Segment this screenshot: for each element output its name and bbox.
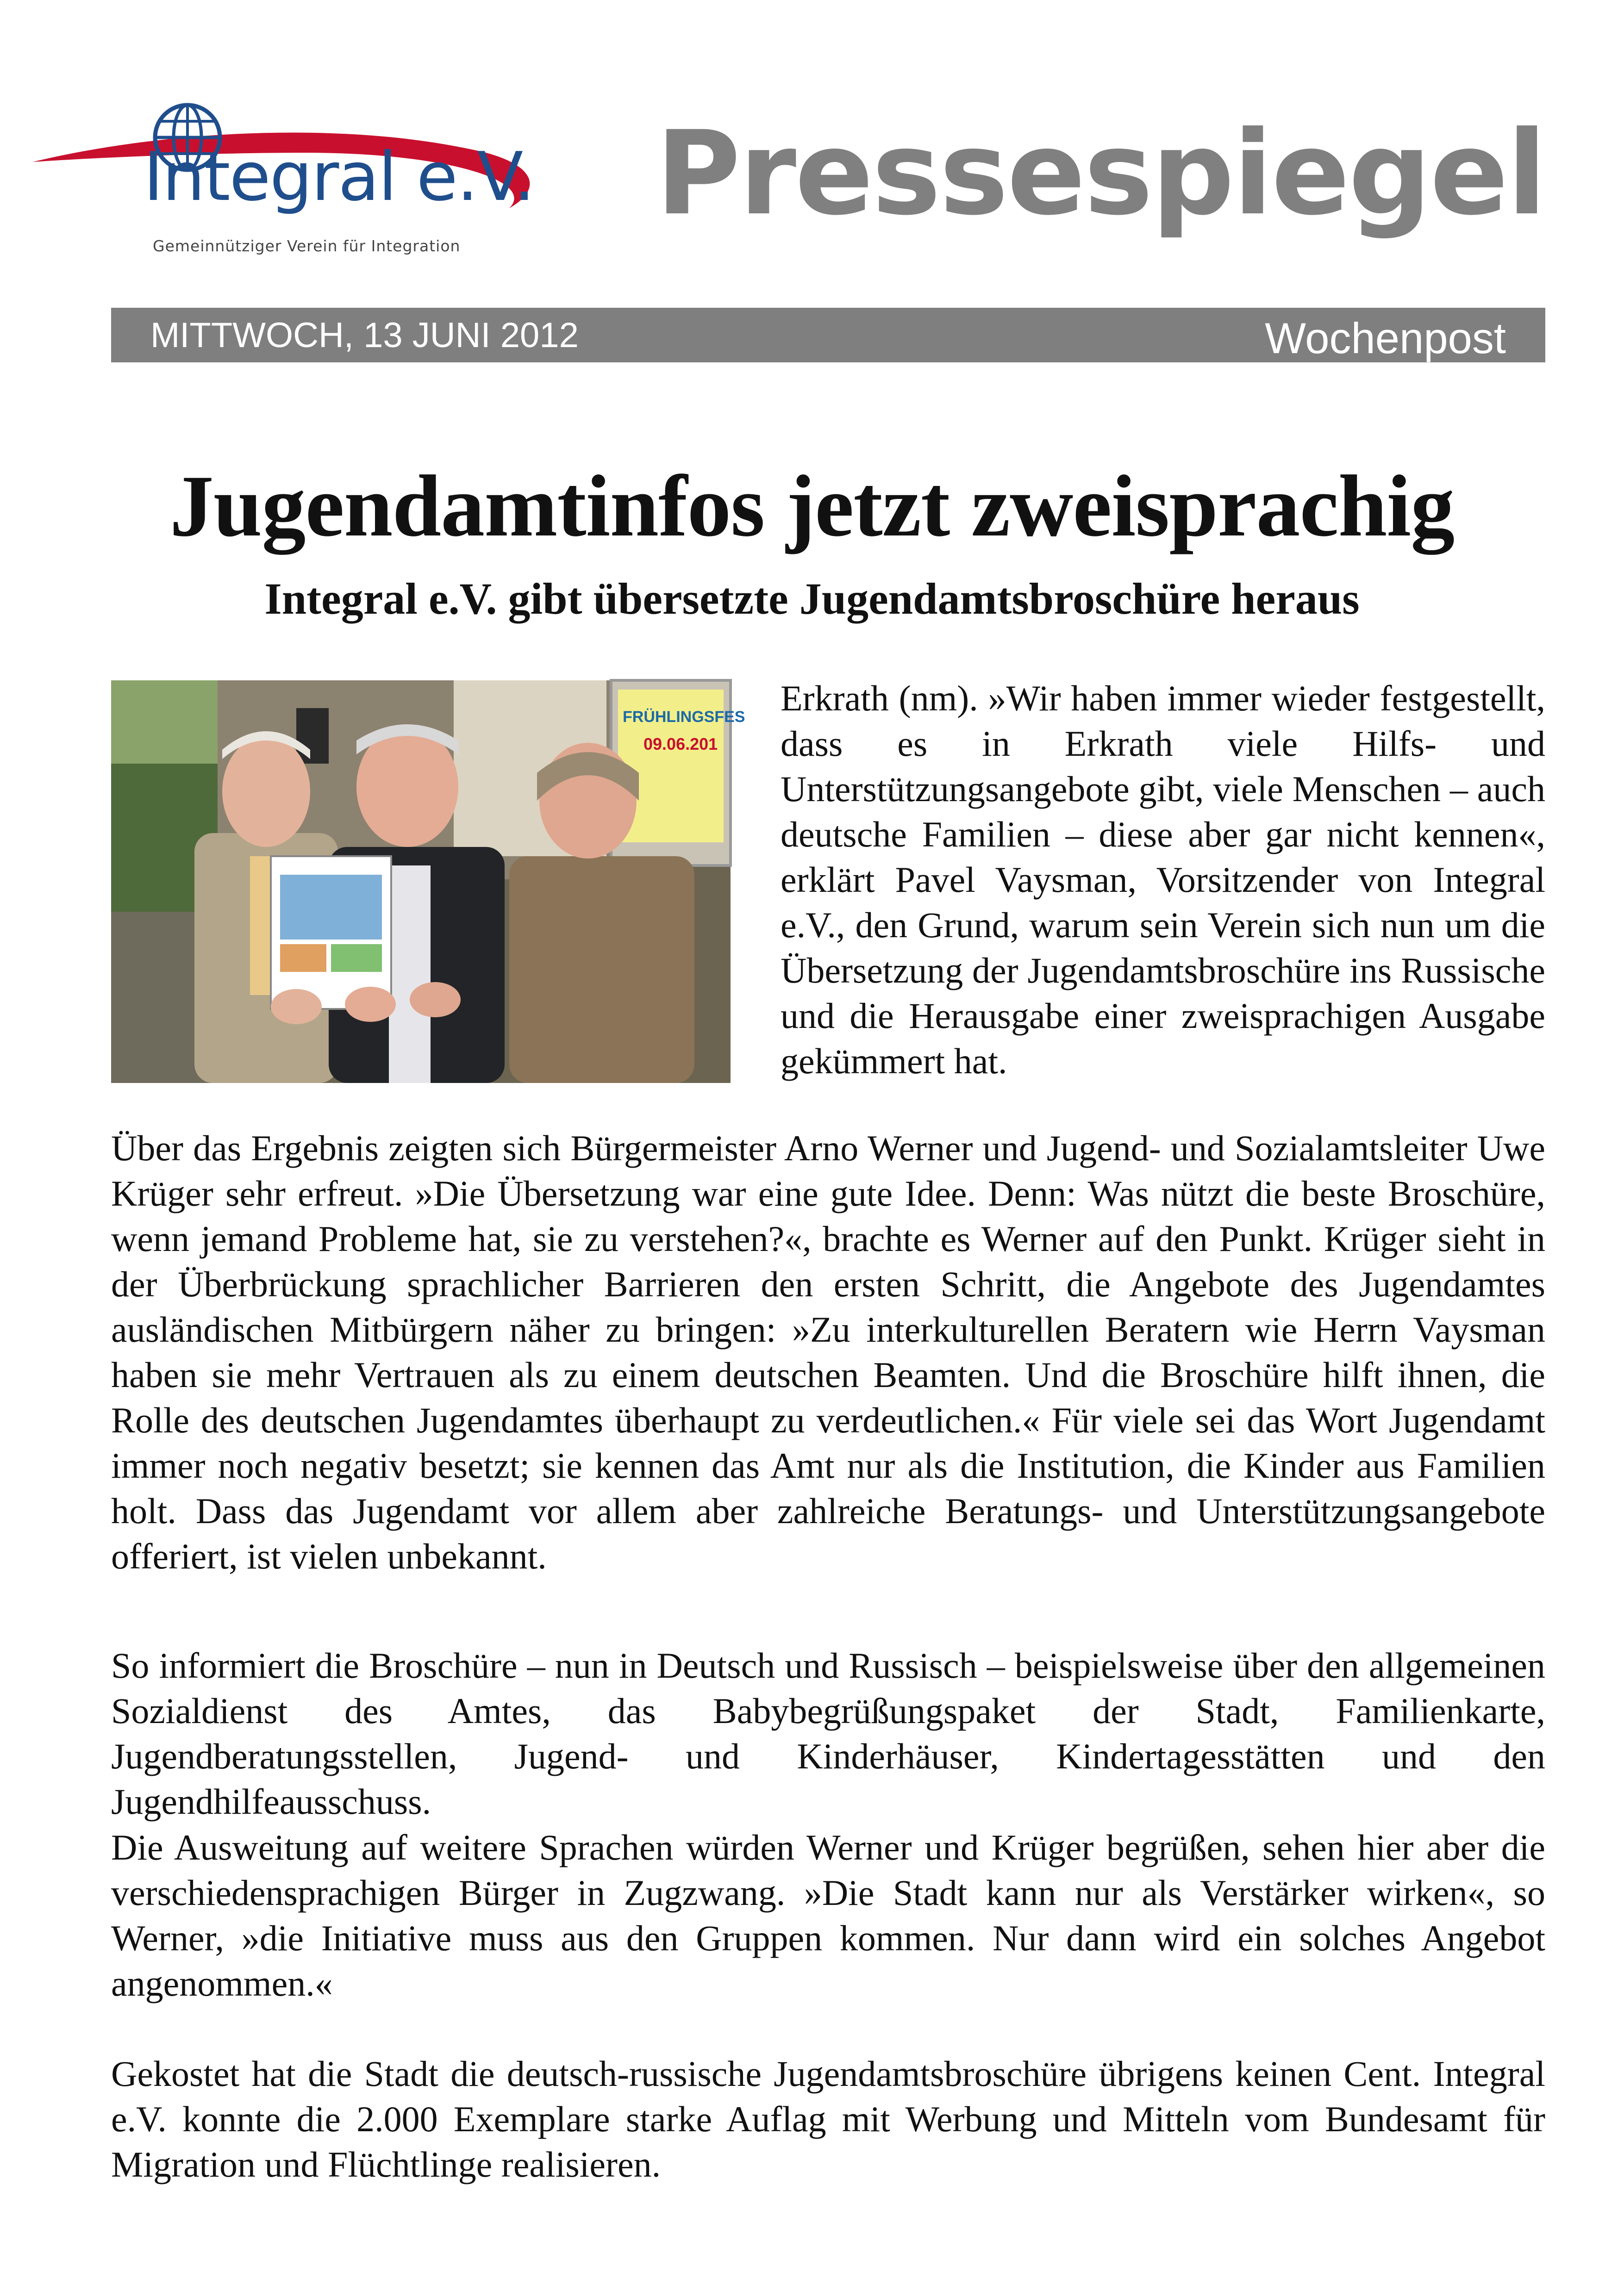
article-paragraph: Die Ausweitung auf weitere Sprachen würden Werner und Krüger begrüßen, sehen hier aber die verschiedensprachigen Bürger in Zugzwang. »Die Stadt kann nur als Verstärker wirken«, so Werner, »die Initiative muss aus den Gruppen kommen. Nur dann wird ein solches Angebot angenommen.« (111, 1827, 1545, 2004)
article-paragraph: Gekostet hat die Stadt die deutsch-russische Jugendamtsbroschüre übrigens keinen Cent. Integral e.V. konnte die 2.000 Exemplare starke Auflag mit Werbung und Mitteln vom Bundesamt für Migration und Flüchtlinge realisieren. (111, 2053, 1545, 2184)
poster-title: FRÜHLINGSFES (623, 708, 745, 726)
article-paragraph: So informiert die Broschüre – nun in Deutsch und Russisch – beispielsweise über den allgemeinen Sozialdienst des Amtes, das Babybegrüßungspaket der Stadt, Familienkarte, Jugendberatungsstellen, Jugend- und Kinderhäuser, Kindertagesstätten und den Jugendhilfeausschuss. (111, 1645, 1545, 1822)
article-subheadline: Integral e.V. gibt übersetzte Jugendamtsbroschüre heraus (264, 574, 1360, 623)
masthead-title: Pressespiegel (656, 106, 1545, 241)
article-photo (111, 680, 745, 1083)
article-paragraph: Über das Ergebnis zeigten sich Bürgermeister Arno Werner und Jugend- und Sozialamtsleiter Uwe Krüger sehr erfreut. »Die Übersetzung war eine gute Idee. Denn: Was nützt die beste Broschüre, wenn jemand Probleme hat, sie zu verstehen?«, brachte es Werner auf den Punkt. Krüger sieht in der Überbrückung sprachlicher Barrieren den ersten Schritt, die Angebote des Jugendamtes ausländischen Mitbürgern näher zu bringen: »Zu interkulturellen Beratern wie Herrn Vaysman haben sie mehr Vertrauen als zu einem deutschen Beamten. Und die Broschüre hilft ihnen, die Rolle des deutschen Jugendamtes überhaupt zu verdeutlichen.« Für viele sei das Wort Jugendamt immer noch negativ besetzt; sie kennen das Amt nur als die Institution, die Kinder aus Familien holt. Dass das Jugendamt vor allem aber zahlreiche Beratungs- und Unterstützungsangebote offeriert, ist vielen unbekannt. (111, 1128, 1545, 1576)
photo-illustration (111, 680, 745, 1083)
date-bar (111, 308, 1545, 362)
publication-source: Wochenpost (1265, 314, 1506, 362)
article-headline: Jugendamtinfos jetzt zweisprachig (169, 458, 1455, 555)
logo-name: Integral e.V. (144, 138, 534, 216)
article-intro: Erkrath (nm). »Wir haben immer wieder festgestellt, dass es in Erkrath viele Hilfs- und Unterstützungsangebote gibt, viele Menschen – auch deutsche Familien – diese aber gar nicht kennen«, erklärt Pavel Vaysman, Vorsitzender von Integral e.V., den Grund, warum sein Verein sich nun um die Übersetzung der Jugendamtsbroschüre ins Russische und die Herausgabe einer zweisprachigen Ausgabe gekümmert hat. (781, 678, 1545, 1081)
logo-subtitle: Gemeinnütziger Verein für Integration (153, 237, 461, 255)
poster-date: 09.06.201 (643, 734, 718, 753)
publication-date: MITTWOCH, 13 JUNI 2012 (150, 316, 579, 355)
